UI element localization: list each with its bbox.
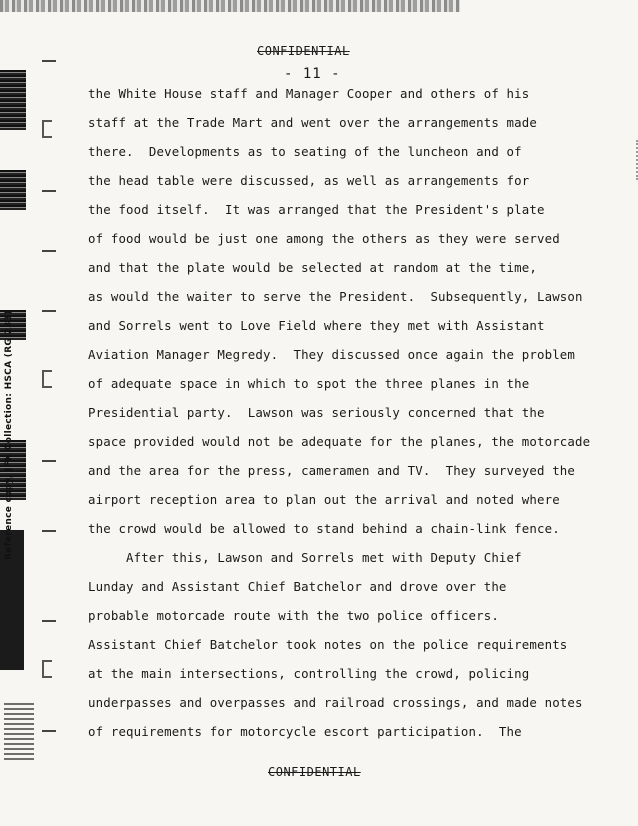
margin-mark (42, 120, 52, 138)
scan-artifact-block (0, 170, 26, 210)
text-line: staff at the Trade Mart and went over the arrangements made (88, 115, 537, 130)
margin-mark (42, 730, 56, 732)
text-line: space provided would not be adequate for the planes, the motorcade (88, 434, 591, 449)
text-line: and Sorrels went to Love Field where they met with Assistant (88, 318, 545, 333)
text-line: Presidential party. Lawson was seriously concerned that the (88, 405, 545, 420)
footer-classification: CONFIDENTIAL (268, 765, 361, 779)
margin-mark (42, 460, 56, 462)
margin-mark (42, 530, 56, 532)
text-line: of requirements for motorcycle escort participation. The (88, 724, 522, 739)
text-line: there. Developments as to seating of the luncheon and of (88, 144, 522, 159)
margin-stamp: Reference copy, JFK Collection: HSCA (RG 233) (4, 310, 14, 560)
text-line: the crowd would be allowed to stand behind a chain-link fence. (88, 521, 560, 536)
text-line: airport reception area to plan out the arrival and noted where (88, 492, 560, 507)
text-line: After this, Lawson and Sorrels met with Deputy Chief (88, 550, 522, 565)
text-line: as would the waiter to serve the President. Subsequently, Lawson (88, 289, 583, 304)
text-line: the White House staff and Manager Cooper and others of his (88, 86, 530, 101)
margin-mark (42, 190, 56, 192)
text-line: of adequate space in which to spot the three planes in the (88, 376, 530, 391)
scan-artifact-top (0, 0, 460, 12)
scan-artifact-edge (630, 140, 638, 180)
text-line: probable motorcade route with the two police officers. (88, 608, 499, 623)
margin-mark (42, 60, 56, 62)
margin-mark (42, 620, 56, 622)
margin-mark (42, 250, 56, 252)
scan-artifact-block (0, 70, 26, 130)
page-number: - 11 - (284, 66, 341, 82)
text-line: and that the plate would be selected at random at the time, (88, 260, 537, 275)
text-line: Assistant Chief Batchelor took notes on the police requirements (88, 637, 568, 652)
text-line: underpasses and overpasses and railroad crossings, and made notes (88, 695, 583, 710)
text-line: Aviation Manager Megredy. They discussed once again the problem (88, 347, 576, 362)
text-line: and the area for the press, cameramen and TV. They surveyed the (88, 463, 576, 478)
margin-mark (42, 310, 56, 312)
text-line: Lunday and Assistant Chief Batchelor and drove over the (88, 579, 507, 594)
scan-artifact-bottom (4, 700, 34, 760)
header-classification: CONFIDENTIAL (257, 44, 350, 58)
margin-mark (42, 660, 52, 678)
text-line: at the main intersections, controlling the crowd, policing (88, 666, 530, 681)
text-line: the head table were discussed, as well as arrangements for (88, 173, 530, 188)
text-line: of food would be just one among the others as they were served (88, 231, 560, 246)
margin-mark (42, 370, 52, 388)
margin-marks (42, 60, 62, 760)
text-line: the food itself. It was arranged that the President's plate (88, 202, 545, 217)
